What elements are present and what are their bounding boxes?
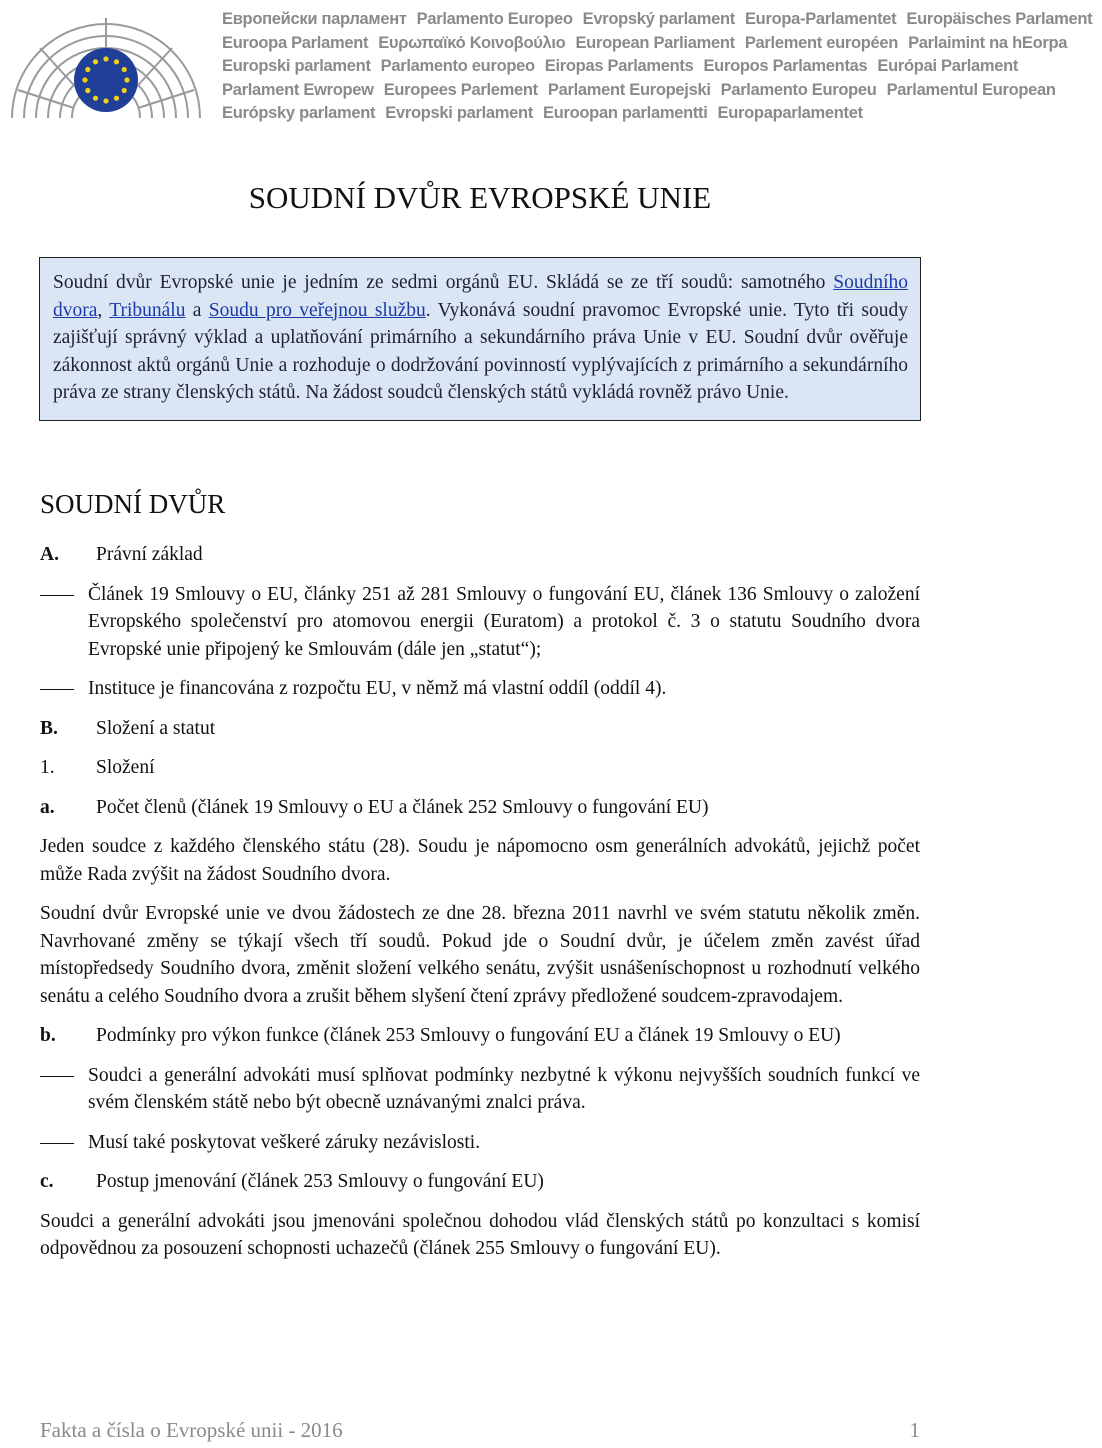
civil-service-tribunal-link[interactable]: Soudu pro veřejnou službu — [208, 299, 426, 321]
language-name: Europos Parlamentas — [703, 57, 868, 75]
intro-text: a — [185, 299, 209, 321]
language-name: Ευρωπαϊκό Κοινοβούλιο — [378, 33, 566, 52]
footer — [40, 1418, 920, 1443]
header — [0, 0, 1093, 130]
section-label: B. — [40, 717, 58, 739]
language-name: Parlament Europejski — [547, 80, 711, 99]
language-row — [222, 8, 1093, 32]
language-name: Europäisches Parlament — [906, 10, 1093, 28]
subsection-b-heading — [40, 1022, 920, 1050]
language-row — [222, 102, 960, 126]
language-name: Europa-Parlamentet — [744, 10, 897, 28]
section-label: b. — [40, 1025, 56, 1046]
section-title: Postup jmenování (článek 253 Smlouvy o fungování EU) — [96, 1171, 544, 1192]
language-name: Europaparlamentet — [717, 104, 863, 122]
page-number: 1 — [909, 1418, 920, 1442]
main-content — [40, 484, 920, 1275]
paragraph: Soudní dvůr Evropské unie ve dvou žádostech ze dne 28. března 2011 navrhl ve svém statutu několik změn. Navrhované změny se týkají všech tří soudů. Pokud jde o Soudní dvůr, je účelem změn zavést úřad místopředsedy Soudního dvora, změnit složení velkého senátu, zvýšit usnášeníschopnost u rozhodnutí velkého senátu a celého Soudního dvora a zrušit během slyšení čtení zprávy předložené soudcem-zpravodajem. — [40, 903, 920, 1007]
language-name: Eiropas Parlaments — [544, 57, 694, 75]
language-name: Европейски парламент — [222, 10, 407, 28]
dash-item — [40, 581, 920, 664]
subsection-1-heading — [40, 754, 920, 782]
language-row — [222, 55, 1019, 79]
language-name: Parlamento Europeu — [720, 80, 877, 99]
general-court-link[interactable]: Tribunálu — [109, 299, 186, 321]
dash-item — [40, 675, 920, 703]
language-name: Europski parlament — [222, 57, 371, 75]
section-label: a. — [40, 796, 55, 818]
language-name: Euroopa Parlament — [222, 33, 369, 52]
language-name: Európai Parlament — [877, 57, 1019, 75]
intro-text: , — [97, 299, 110, 321]
paragraph: Soudci a generální advokáti jsou jmenováni společnou dohodou vlád členských států po konzultaci s komisí odpovědnou za posouzení schopnosti uchazečů (článek 255 Smlouvy o fungování EU). — [40, 1210, 920, 1259]
intro-text: Soudní dvůr Evropské unie je jedním ze sedmi orgánů EU. Skládá se ze tří soudů: samotného — [53, 272, 834, 293]
language-name: Europees Parlement — [383, 80, 538, 99]
section-label: 1. — [40, 757, 55, 778]
dash-item-text: Článek 19 Smlouvy o EU, články 251 až 281 Smlouvy o fungování EU, článek 136 Smlouvy o založení Evropského společenství pro atomovou energii (Euratom) a protokol č. 3 o statutu Soudního dvora Evropské unie připojený ke Smlouvám (dále jen „statut“); — [88, 583, 920, 660]
section-title: Podmínky pro výkon funkce (článek 253 Smlouvy o fungování EU a článek 19 Smlouvy o EU) — [96, 1025, 841, 1046]
language-row — [222, 79, 1056, 103]
section-title: Složení a statut — [96, 717, 216, 739]
language-name: Parlement européen — [744, 33, 899, 52]
dash-item — [40, 1062, 920, 1117]
language-name: European Parliament — [575, 33, 735, 52]
dash-item-text: Soudci a generální advokáti musí splňovat podmínky nezbytné k výkonu nejvyšších soudních funkcí ve svém členském státě nebo být obecně uznávanými znalci práva. — [88, 1064, 920, 1113]
subsection-a-heading — [40, 794, 920, 822]
section-a-heading — [40, 541, 920, 569]
section-title: Právní základ — [96, 544, 203, 565]
section-title: Počet členů (článek 19 Smlouvy o EU a článek 252 Smlouvy o fungování EU) — [96, 796, 709, 818]
section-b-heading — [40, 715, 920, 743]
dash-bullet-icon — [40, 675, 88, 703]
dash-bullet-icon — [40, 1129, 88, 1157]
language-name: Parlaimint na hEorpa — [908, 33, 1068, 52]
language-row — [222, 32, 1068, 56]
section-heading: SOUDNÍ DVŮR — [40, 489, 226, 519]
intro-text: . Vykonává soudní pravomoc Evropské unie. Tyto tři soudy zajišťují správný výklad a uplatňování primárního a sekundárního práva Unie v EU. Soudní dvůr ověřuje zákonnost aktů orgánů Unie a rozhoduje o dodržování povinností vyplývajících z primárního a sekundárního práva ze strany členských států. Na žádost soudců členských států vykládá rovněž právo Unie. — [53, 299, 908, 403]
dash-item — [40, 1129, 920, 1157]
section-label: c. — [40, 1171, 54, 1192]
european-parliament-logo-icon — [0, 0, 212, 128]
dash-bullet-icon — [40, 581, 88, 664]
intro-box — [39, 257, 921, 421]
language-name: Parlamento Europeo — [416, 10, 573, 28]
language-name: Európsky parlament — [222, 104, 376, 122]
document-title: SOUDNÍ DVŮR EVROPSKÉ UNIE — [248, 180, 712, 215]
language-name: Evropský parlament — [582, 10, 735, 28]
paragraph: Jeden soudce z každého členského státu (28). Soudu je nápomocno osm generálních advokátů, jejichž počet může Rada zvýšit na žádost Soudního dvora. — [40, 836, 920, 885]
subsection-c-heading — [40, 1168, 920, 1196]
language-name: Evropski parlament — [385, 104, 533, 122]
section-title: Složení — [96, 757, 155, 778]
court-of-justice-link[interactable]: Soudního dvora — [53, 272, 908, 321]
language-name: Euroopan parlamentti — [543, 104, 708, 122]
footer-text: Fakta a čísla o Evropské unii - 2016 — [40, 1418, 343, 1442]
language-name: Parlamento europeo — [380, 57, 535, 75]
language-names — [222, 8, 1093, 126]
dash-bullet-icon — [40, 1062, 88, 1117]
language-name: Parlamentul European — [886, 80, 1056, 99]
language-name: Parlament Ewropew — [222, 80, 374, 99]
dash-item-text: Instituce je financována z rozpočtu EU, v němž má vlastní oddíl (oddíl 4). — [88, 678, 667, 699]
dash-item-text: Musí také poskytovat veškeré záruky nezávislosti. — [88, 1131, 481, 1153]
section-label: A. — [40, 544, 59, 565]
